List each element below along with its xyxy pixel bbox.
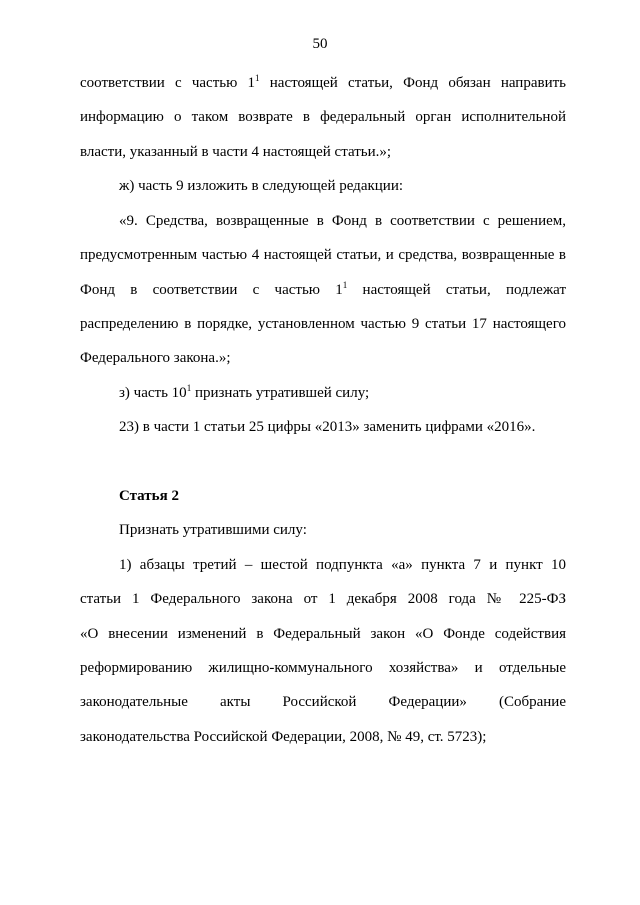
paragraph-line: ж) часть 9 изложить в следующей редакции:	[119, 178, 404, 194]
paragraph-line: законодательства Российской Федерации, 2008, № 49, ст. 5723);	[80, 729, 487, 745]
paragraph-line	[80, 281, 566, 299]
paragraph-line: «9. Средства, возвращенные в Фонд в соответствии с решением,	[119, 213, 566, 229]
paragraph-line: власти, указанный в части 4 настоящей статьи.»;	[80, 144, 392, 160]
paragraph-line: статьи 1 Федерального закона от 1 декабря 2008 года № 225-ФЗ	[80, 591, 566, 607]
paragraph-line	[80, 74, 566, 92]
paragraph-line: «О внесении изменений в Федеральный закон «О Фонде содействия	[80, 626, 566, 642]
superscript: 1	[186, 383, 192, 393]
paragraph-line: реформированию жилищно-коммунального хозяйства» и отдельные	[80, 660, 566, 676]
superscript: 1	[255, 73, 260, 83]
text-run: соответствии с частью 1	[80, 75, 256, 91]
paragraph-line: предусмотренным частью 4 настоящей статьи, и средства, возвращенные в	[80, 247, 566, 263]
page-number: 50	[312, 36, 328, 52]
text-run: з) часть 10	[119, 385, 187, 401]
paragraph-line: законодательные акты Российской Федерации» (Собрание	[80, 694, 566, 710]
paragraph-line	[119, 384, 369, 402]
text-run: Фонд в соответствии с частью 1	[80, 282, 343, 298]
paragraph-line: 23) в части 1 статьи 25 цифры «2013» заменить цифрами «2016».	[119, 419, 536, 435]
paragraph-line: информацию о таком возврате в федеральный орган исполнительной	[80, 109, 566, 125]
superscript: 1	[342, 280, 348, 290]
paragraph-line: 1) абзацы третий – шестой подпункта «а» пункта 7 и пункт 10	[119, 557, 566, 573]
paragraph-line: Признать утратившими силу:	[119, 522, 307, 538]
text-run: настоящей статьи, подлежат	[347, 282, 567, 298]
paragraph-line: распределению в порядке, установленном частью 9 статьи 17 настоящего	[80, 316, 566, 332]
text-run: признать утратившей силу;	[191, 385, 370, 401]
article-heading: Статья 2	[119, 488, 179, 504]
paragraph-line: Федерального закона.»;	[80, 350, 231, 366]
text-run: настоящей статьи, Фонд обязан направить	[259, 75, 566, 91]
